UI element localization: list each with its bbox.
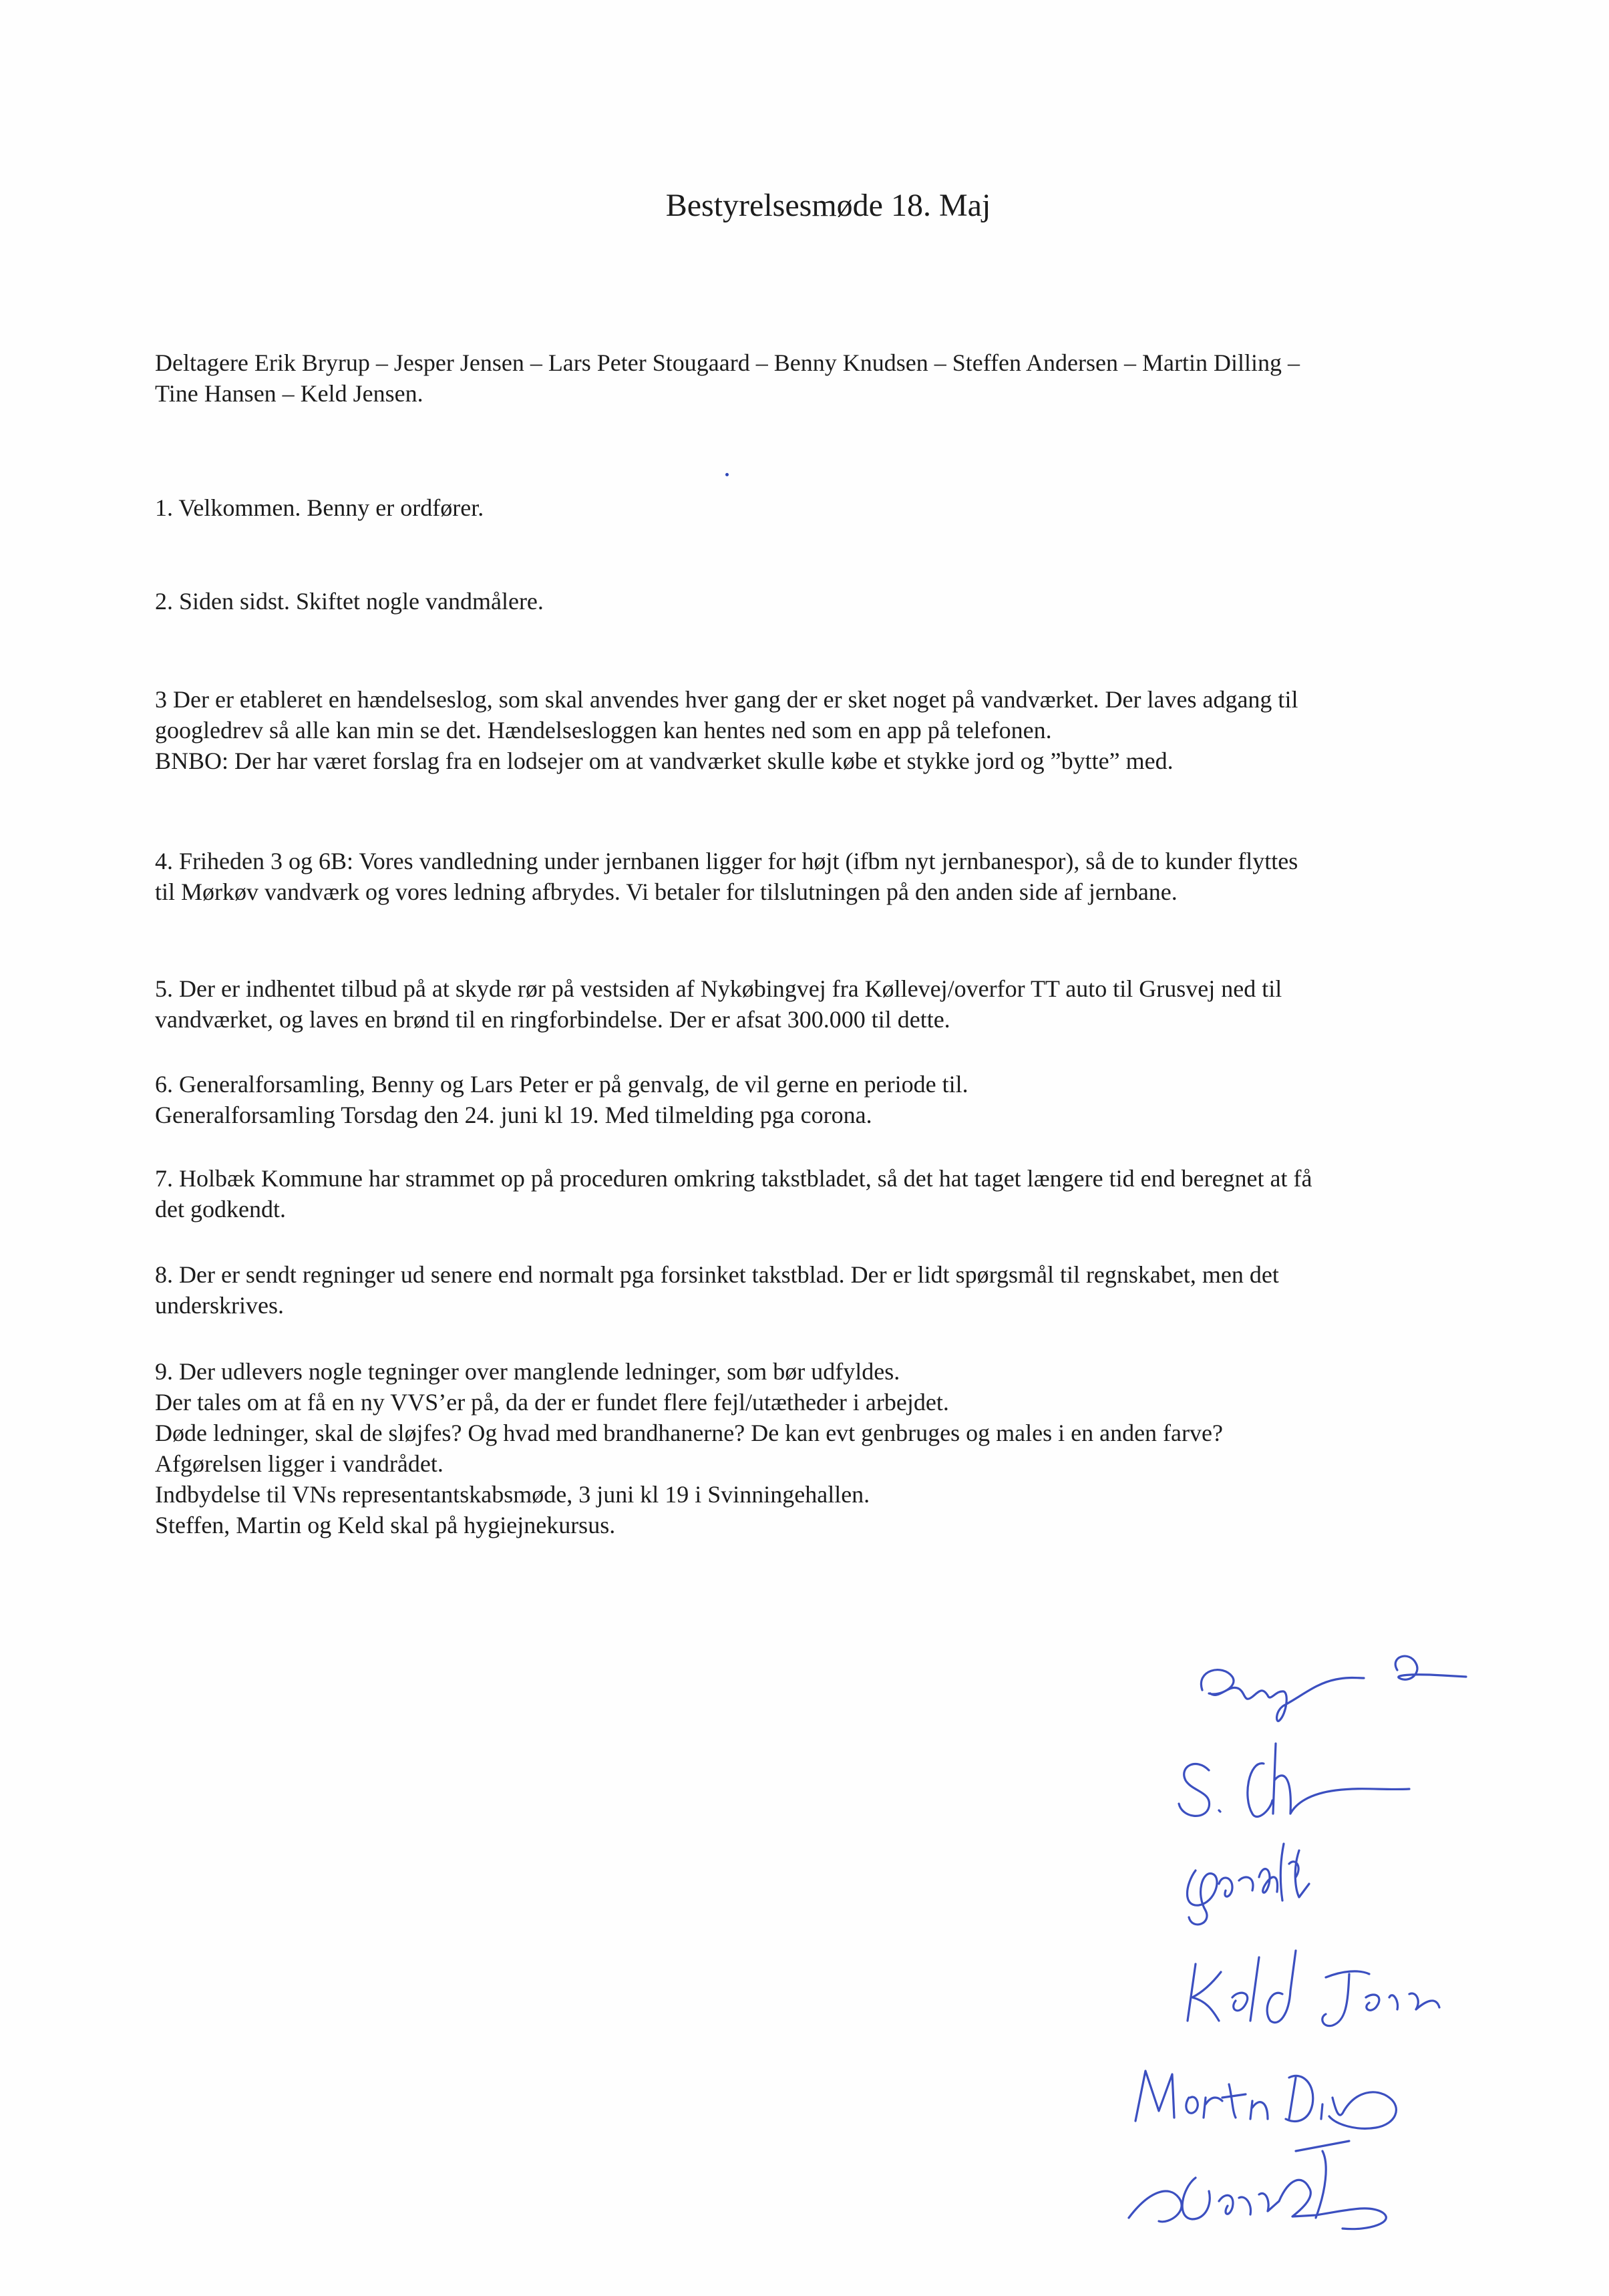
agenda-item-5: [155, 973, 1497, 1035]
signature-6: [1129, 2141, 1386, 2229]
agenda-item-2: [155, 586, 1497, 617]
item-line: 8. Der er sendt regninger ud senere end normalt pga forsinket takstblad. Der er lidt spørgsmål til regnskabet, men det: [155, 1261, 1279, 1288]
agenda-item-4: [155, 846, 1497, 907]
item-line: 3 Der er etableret en hændelseslog, som skal anvendes hver gang der er sket noget på vandværket. Der laves adgang til: [155, 686, 1298, 713]
signature-ink: [1129, 1656, 1466, 2229]
agenda-item-9: [155, 1356, 1497, 1540]
item-line: BNBO: Der har været forslag fra en lodsejer om at vandværket skulle købe et stykke jord og ”bytte” med.: [155, 748, 1174, 774]
item-line: til Mørkøv vandværk og vores ledning afbrydes. Vi betaler for tilslutningen på den anden side af jernbane.: [155, 878, 1178, 905]
item-line: 7. Holbæk Kommune har strammet op på proceduren omkring takstbladet, så det hat taget længere tid end beregnet at få: [155, 1165, 1312, 1192]
item-line: 1. Velkommen. Benny er ordfører.: [155, 494, 484, 521]
participants-line: Deltagere Erik Bryrup – Jesper Jensen – Lars Peter Stougaard – Benny Knudsen – Steffen Andersen – Martin Dilling –: [155, 349, 1300, 376]
item-line: googledrev så alle kan min se det. Hændelsesloggen kan hentes ned som en app på telefonen.: [155, 717, 1052, 744]
scan-speck: [725, 473, 729, 476]
agenda-item-7: [155, 1163, 1497, 1224]
item-line: vandværket, og laves en brønd til en ringforbindelse. Der er afsat 300.000 til dette.: [155, 1006, 950, 1033]
item-line: 9. Der udlevers nogle tegninger over manglende ledninger, som bør udfyldes.: [155, 1358, 900, 1385]
item-line: 4. Friheden 3 og 6B: Vores vandledning under jernbanen ligger for højt (ifbm nyt jernbanespor), så de to kunder flyttes: [155, 848, 1298, 874]
item-line: Steffen, Martin og Keld skal på hygiejnekursus.: [155, 1512, 616, 1538]
document-title: Bestyrelsesmøde 18. Maj: [665, 188, 991, 223]
item-line: Generalforsamling Torsdag den 24. juni kl 19. Med tilmelding pga corona.: [155, 1102, 872, 1128]
item-line: Indbydelse til VNs representantskabsmøde, 3 juni kl 19 i Svinningehallen.: [155, 1481, 870, 1508]
signature-1: [1201, 1656, 1466, 1721]
signature-3: [1188, 1844, 1310, 1925]
item-line: underskrives.: [155, 1292, 284, 1319]
agenda-item-3: [155, 684, 1497, 776]
participants-line: Tine Hansen – Keld Jensen.: [155, 380, 423, 407]
item-line: 5. Der er indhentet tilbud på at skyde rør på vestsiden af Nykøbingvej fra Køllevej/overfor TT auto til Grusvej ned til: [155, 975, 1282, 1002]
item-line: Der tales om at få en ny VVS’er på, da der er fundet flere fejl/utætheder i arbejdet.: [155, 1389, 949, 1416]
signatures-drawing: [1095, 1643, 1563, 2245]
item-line: Afgørelsen ligger i vandrådet.: [155, 1450, 443, 1477]
agenda-item-1: [155, 492, 1497, 523]
signature-2: [1179, 1744, 1409, 1816]
agenda-item-6: [155, 1069, 1497, 1130]
signature-5: [1135, 2071, 1396, 2128]
item-line: 6. Generalforsamling, Benny og Lars Peter er på genvalg, de vil gerne en periode til.: [155, 1071, 968, 1098]
item-line: det godkendt.: [155, 1196, 286, 1222]
item-line: 2. Siden sidst. Skiftet nogle vandmålere.: [155, 588, 544, 615]
signatures-block: [1095, 1643, 1563, 2245]
participants: [155, 347, 1497, 409]
agenda-item-8: [155, 1259, 1497, 1321]
signature-4: [1188, 1951, 1439, 2026]
item-line: Døde ledninger, skal de sløjfes? Og hvad med brandhanerne? De kan evt genbruges og males i en anden farve?: [155, 1420, 1223, 1446]
